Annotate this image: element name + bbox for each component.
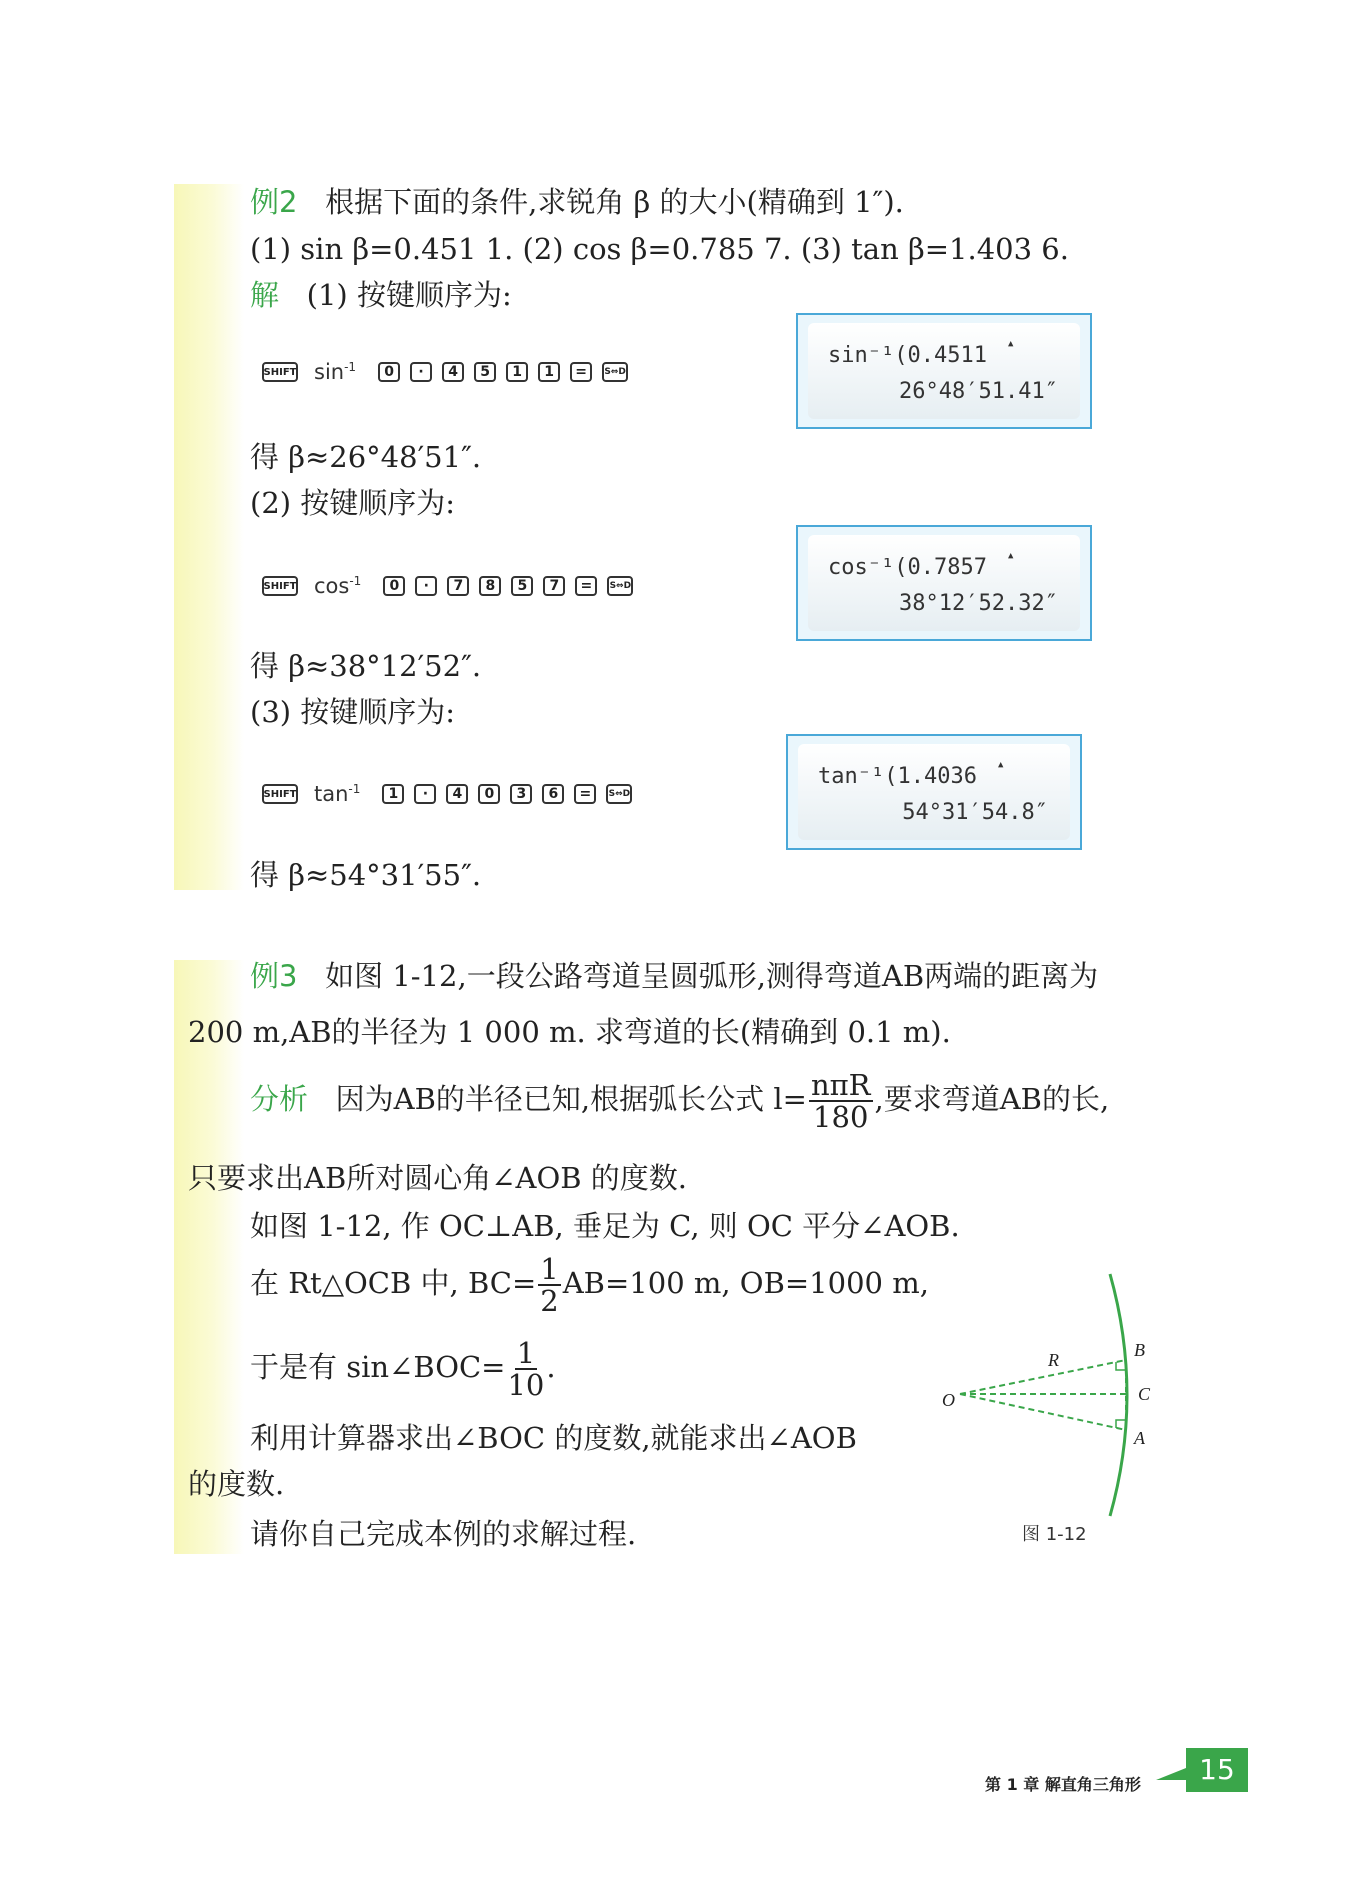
step1-text: (1) 按键顺序为:	[306, 278, 512, 312]
sd-convert-key: S⇔D	[606, 784, 632, 804]
figure-caption: 图 1-12	[1022, 1524, 1087, 1545]
key: 5	[511, 576, 533, 596]
tan-inverse-key: $\tan^{-1}$	[314, 782, 361, 806]
example3-line1	[250, 958, 1098, 994]
key-sequence-2	[262, 574, 633, 598]
key: 0	[383, 576, 405, 596]
example2-heading	[250, 184, 904, 220]
step2-text: (2) 按键顺序为:	[250, 486, 456, 520]
example3-line7: 于是有 sin∠BOC= $\frac{1}{10}$ .	[250, 1336, 556, 1402]
label-b: B	[1134, 1340, 1145, 1360]
key: 1	[506, 362, 528, 382]
key: 4	[446, 784, 468, 804]
example3-line6: 在 Rt△OCB 中, BC= $\frac{1}{2}$ AB=100 m, OB=1000 m,	[250, 1252, 929, 1318]
screen2-indicator: ▲	[1008, 551, 1014, 561]
key: 8	[479, 576, 501, 596]
calculator-screen-1	[796, 313, 1092, 429]
example3-line1-text: 如图 1-12,一段公路弯道呈圆弧形,测得弯道AB两端的距离为	[325, 959, 1099, 993]
label-a: A	[1134, 1428, 1145, 1448]
screen3-output: 54°31′54.8″	[902, 800, 1048, 825]
sin-inverse-key: $\sin^{-1}$	[314, 360, 357, 384]
key: 0	[378, 362, 400, 382]
example2-conditions: (1) sin β=0.451 1. (2) cos β=0.785 7. (3) tan β=1.403 6.	[250, 232, 1069, 266]
key: 1	[538, 362, 560, 382]
label-o: O	[942, 1390, 955, 1410]
key: 7	[447, 576, 469, 596]
key: ·	[414, 784, 436, 804]
shift-key: SHIFT	[262, 576, 298, 596]
solution-label: 解	[250, 278, 280, 312]
screen2-output: 38°12′52.32″	[899, 591, 1058, 616]
label-r: R	[1048, 1350, 1059, 1370]
chapter-title: 第 1 章 解直角三角形	[985, 1775, 1141, 1794]
example3-line10: 请你自己完成本例的求解过程.	[250, 1517, 637, 1551]
equals-key: =	[574, 784, 596, 804]
key-sequence-1	[262, 360, 628, 384]
analysis-text-b: ,要求弯道AB的长,	[874, 1082, 1110, 1116]
example3-line9: 的度数.	[188, 1467, 285, 1501]
analysis-line	[250, 1070, 1109, 1132]
key: 0	[478, 784, 500, 804]
screen2-input: cos⁻¹(0.7857	[828, 555, 987, 580]
example3-line4: 只要求出AB所对圆心角∠AOB 的度数.	[188, 1161, 688, 1195]
example2-label: 例2	[250, 185, 298, 219]
tenth-fraction: $\frac{1}{10}$	[507, 1336, 545, 1402]
example3-line8: 利用计算器求出∠BOC 的度数,就能求出∠AOB	[250, 1421, 857, 1455]
radius-oa	[960, 1394, 1126, 1430]
key: ·	[410, 362, 432, 382]
result3: 得 β≈54°31′55″.	[250, 858, 482, 892]
example3-line2: 200 m,AB的半径为 1 000 m. 求弯道的长(精确到 0.1 m).	[188, 1015, 951, 1049]
key: 3	[510, 784, 532, 804]
half-fraction: $\frac{1}{2}$	[540, 1252, 559, 1318]
solution-step1	[250, 277, 512, 313]
screen3-indicator: ▲	[998, 760, 1004, 770]
calculator-screen-3	[786, 734, 1082, 850]
key: 7	[543, 576, 565, 596]
figure-1-12	[930, 1270, 1170, 1520]
example2-highlight	[174, 184, 244, 890]
analysis-text-a: 因为AB的半径已知,根据弧长公式 l=	[335, 1082, 807, 1116]
equals-key: =	[570, 362, 592, 382]
cos-inverse-key: $\cos^{-1}$	[314, 574, 362, 598]
shift-key: SHIFT	[262, 362, 298, 382]
key: 5	[474, 362, 496, 382]
screen1-input: sin⁻¹(0.4511	[828, 343, 987, 368]
screen3-input: tan⁻¹(1.4036	[818, 764, 977, 789]
key: 1	[382, 784, 404, 804]
arc-length-formula: $\frac{\text{nπR}}{180}$	[810, 1068, 871, 1134]
key: 6	[542, 784, 564, 804]
key: ·	[415, 576, 437, 596]
analysis-label: 分析	[250, 1082, 309, 1116]
result2: 得 β≈38°12′52″.	[250, 649, 482, 683]
screen1-indicator: ▲	[1008, 339, 1014, 349]
example3-label: 例3	[250, 959, 298, 993]
sd-convert-key: S⇔D	[602, 362, 628, 382]
key-sequence-3	[262, 782, 632, 806]
equals-key: =	[575, 576, 597, 596]
example3-line5: 如图 1-12, 作 OC⊥AB, 垂足为 C, 则 OC 平分∠AOB.	[250, 1209, 960, 1243]
sd-convert-key: S⇔D	[607, 576, 633, 596]
result1: 得 β≈26°48′51″.	[250, 440, 482, 474]
page-number: 15	[1186, 1748, 1248, 1792]
calculator-screen-2	[796, 525, 1092, 641]
shift-key: SHIFT	[262, 784, 298, 804]
example2-title: 根据下面的条件,求锐角 β 的大小(精确到 1″).	[325, 185, 904, 219]
screen1-output: 26°48′51.41″	[899, 379, 1058, 404]
radius-ob	[960, 1360, 1126, 1394]
step3-text: (3) 按键顺序为:	[250, 695, 456, 729]
key: 4	[442, 362, 464, 382]
page-tab-arrow	[1156, 1768, 1186, 1780]
label-c: C	[1138, 1384, 1151, 1404]
